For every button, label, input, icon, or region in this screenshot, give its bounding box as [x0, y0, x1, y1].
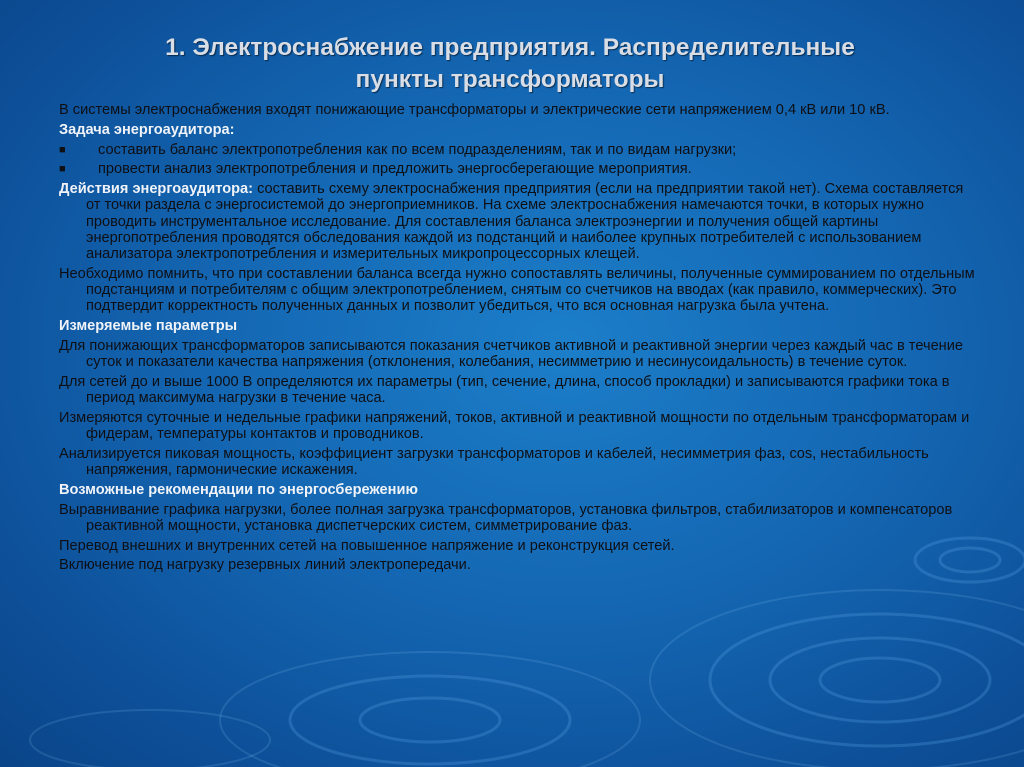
recommendations-heading: Возможные рекомендации по энергосбережению [59, 481, 418, 498]
actions-text: составить схему электроснабжения предприятия (если на предприятии такой нет). Схема составляется от точки раздела с энергосистемой до энергоприемников. На схеме электроснабжения намечаются точки, в которых нужно проводить инструментальное исследование. Для составления баланса электроэнергии и получения общей картины энергопотребления проводятся обследования каждой из подстанций и наиболее крупных потребителей с использованием анализатора электропотребления и измерительных микропроцессорных клещей. [86, 181, 964, 262]
bullet-square-icon: ■ [59, 143, 66, 156]
slide-title-line-2: пункты трансформаторы [355, 66, 665, 93]
params-item: Для понижающих трансформаторов записываются показания счетчиков активной и реактивной энергии через каждый час в течение суток и показатели качества напряжения (отклонения, колебания, несимметрию и несинусоидальность) в течение суток. [59, 337, 964, 370]
params-heading: Измеряемые параметры [59, 318, 238, 334]
recommendation-item: Перевод внешних и внутренних сетей на повышенное напряжение и реконструкция сетей. [59, 537, 675, 554]
bullet-square-icon: ■ [59, 163, 66, 176]
task-heading: Задача энергоаудитора: [59, 121, 235, 138]
task-bullet-text: составить баланс электропотребления как по всем подразделениям, так и по видам нагрузки; [98, 141, 737, 158]
intro-paragraph: В системы электроснабжения входят понижающие трансформаторы и электрические сети напряжением 0,4 кВ или 10 кВ. [59, 102, 890, 118]
params-item: Для сетей до и выше 1000 В определяются их параметры (тип, сечение, длина, способ прокладки) и записываются графики тока в период максимума нагрузки в течение часа. [59, 373, 950, 406]
params-item: Анализируется пиковая мощность, коэффициент загрузки трансформаторов и кабелей, несимметрия фаз, cos, нестабильность напряжения, гармонические искажения. [59, 445, 929, 478]
recommendation-item: Выравнивание графика нагрузки, более полная загрузка трансформаторов, установка фильтров, стабилизаторов и компенсаторов реактивной мощности, установка диспетчерских систем, симметрирование фаз. [59, 501, 953, 534]
slide-title-line-1: 1. Электроснабжение предприятия. Распределительные [165, 34, 855, 61]
task-bullet-text: провести анализ электропотребления и предложить энергосберегающие мероприятия. [98, 161, 692, 178]
necessary-paragraph: Необходимо помнить, что при составлении баланса всегда нужно сопоставлять величины, полученные суммированием по отдельным подстанциям и потребителям с общим электропотреблением, снятым со счетчиков на вводах (как правило, коммерческих). Это подтвердит корректность полученных данных и позволит убедиться, что вся основная нагрузка была учтена. [59, 265, 975, 315]
task-bullet [59, 142, 979, 158]
actions-paragraph [59, 181, 979, 262]
slide-body [59, 102, 979, 577]
params-item: Измеряются суточные и недельные графики напряжений, токов, активной и реактивной мощности по отдельным трансформаторам и фидерам, температуры контактов и проводников. [59, 409, 970, 442]
actions-heading: Действия энергоаудитора: [59, 181, 254, 198]
recommendation-item: Включение под нагрузку резервных линий электропередачи. [59, 557, 471, 574]
task-bullet [59, 161, 979, 177]
slide-title [80, 32, 940, 96]
